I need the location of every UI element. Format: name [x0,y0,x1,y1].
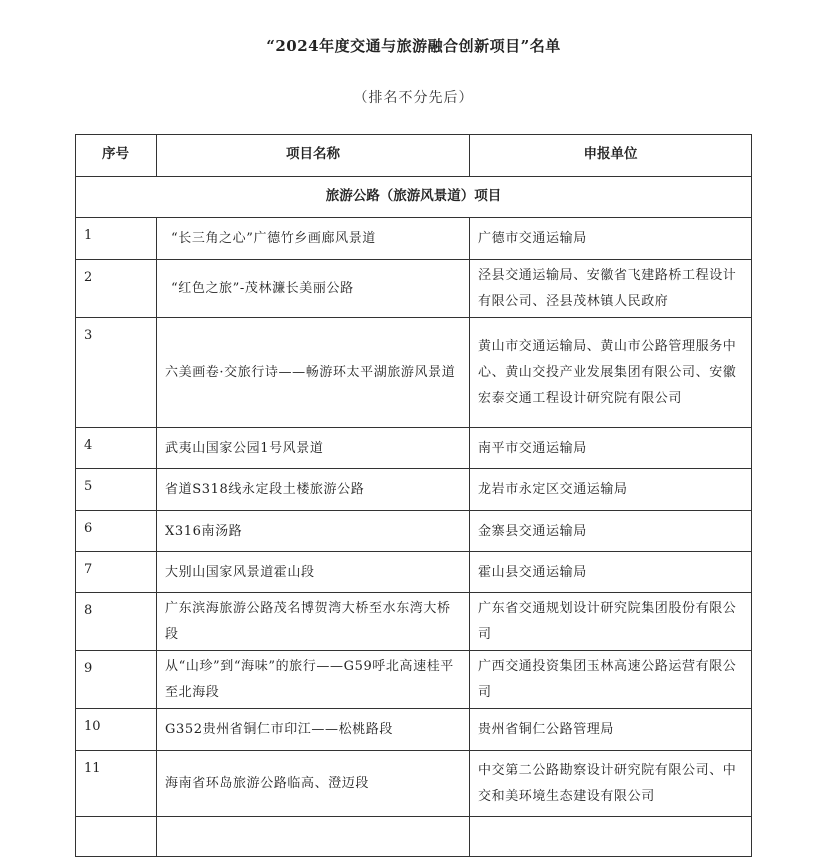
table-row [76,428,752,469]
table-row [76,817,752,857]
row-applicant-unit: 黄山市交通运输局、黄山市公路管理服务中心、黄山交投产业发展集团有限公司、安徽宏泰交通工程设计研究院有限公司 [470,318,752,428]
row-applicant-unit: 贵州省铜仁公路管理局 [470,709,752,751]
row-serial-no: 5 [76,469,157,511]
row-project-name: 六美画卷·交旅行诗——畅游环太平湖旅游风景道 [157,318,470,428]
row-applicant-unit: 广德市交通运输局 [470,218,752,260]
header-applicant-unit: 申报单位 [470,135,752,177]
row-serial-no: 2 [76,260,157,318]
table-row [76,260,752,318]
table-row [76,552,752,593]
table-row [76,651,752,709]
row-applicant-unit: 龙岩市永定区交通运输局 [470,469,752,511]
table-row [76,511,752,552]
row-serial-no: 4 [76,428,157,469]
row-project-name: 武夷山国家公园1号风景道 [157,428,470,469]
row-applicant-unit: 南平市交通运输局 [470,428,752,469]
table-row [76,469,752,511]
document-subtitle: （排名不分先后） [353,90,474,106]
row-project-name: “长三角之心”广德竹乡画廊风景道 [157,218,470,260]
header-project-name: 项目名称 [157,135,470,177]
row-applicant-unit: 广东省交通规划设计研究院集团股份有限公司 [470,593,752,651]
section-title: 旅游公路（旅游风景道）项目 [76,177,752,218]
row-applicant-unit: 中交第二公路勘察设计研究院有限公司、中交和美环境生态建设有限公司 [470,751,752,817]
row-project-name: 大别山国家风景道霍山段 [157,552,470,593]
row-serial-no: 6 [76,511,157,552]
row-project-name: 省道S318线永定段土楼旅游公路 [157,469,470,511]
row-project-name: 广东滨海旅游公路茂名博贺湾大桥至水东湾大桥段 [157,593,470,651]
row-serial-no: 7 [76,552,157,593]
row-project-name: “红色之旅”-茂林濂长美丽公路 [157,260,470,318]
row-project-name: 从“山珍”到“海味”的旅行——G59呼北高速桂平至北海段 [157,651,470,709]
row-project-name: X316南汤路 [157,511,470,552]
project-table [75,134,752,857]
row-applicant-unit: 金寨县交通运输局 [470,511,752,552]
header-serial-no: 序号 [76,135,157,177]
row-applicant-unit [470,817,752,857]
row-serial-no: 3 [76,318,157,428]
section-row [76,177,752,218]
table-row [76,751,752,817]
row-serial-no: 1 [76,218,157,260]
row-serial-no: 10 [76,709,157,751]
row-serial-no: 9 [76,651,157,709]
table-row [76,593,752,651]
row-applicant-unit: 霍山县交通运输局 [470,552,752,593]
document-title: “2024年度交通与旅游融合创新项目”名单 [266,37,561,55]
table-header-row [76,135,752,177]
row-applicant-unit: 泾县交通运输局、安徽省飞建路桥工程设计有限公司、泾县茂林镇人民政府 [470,260,752,318]
row-applicant-unit: 广西交通投资集团玉林高速公路运营有限公司 [470,651,752,709]
table-row [76,318,752,428]
row-serial-no: 11 [76,751,157,817]
table-row [76,218,752,260]
row-project-name: 海南省环岛旅游公路临高、澄迈段 [157,751,470,817]
row-serial-no [76,817,157,857]
row-project-name: G352贵州省铜仁市印江——松桃路段 [157,709,470,751]
row-project-name [157,817,470,857]
table-row [76,709,752,751]
row-serial-no: 8 [76,593,157,651]
